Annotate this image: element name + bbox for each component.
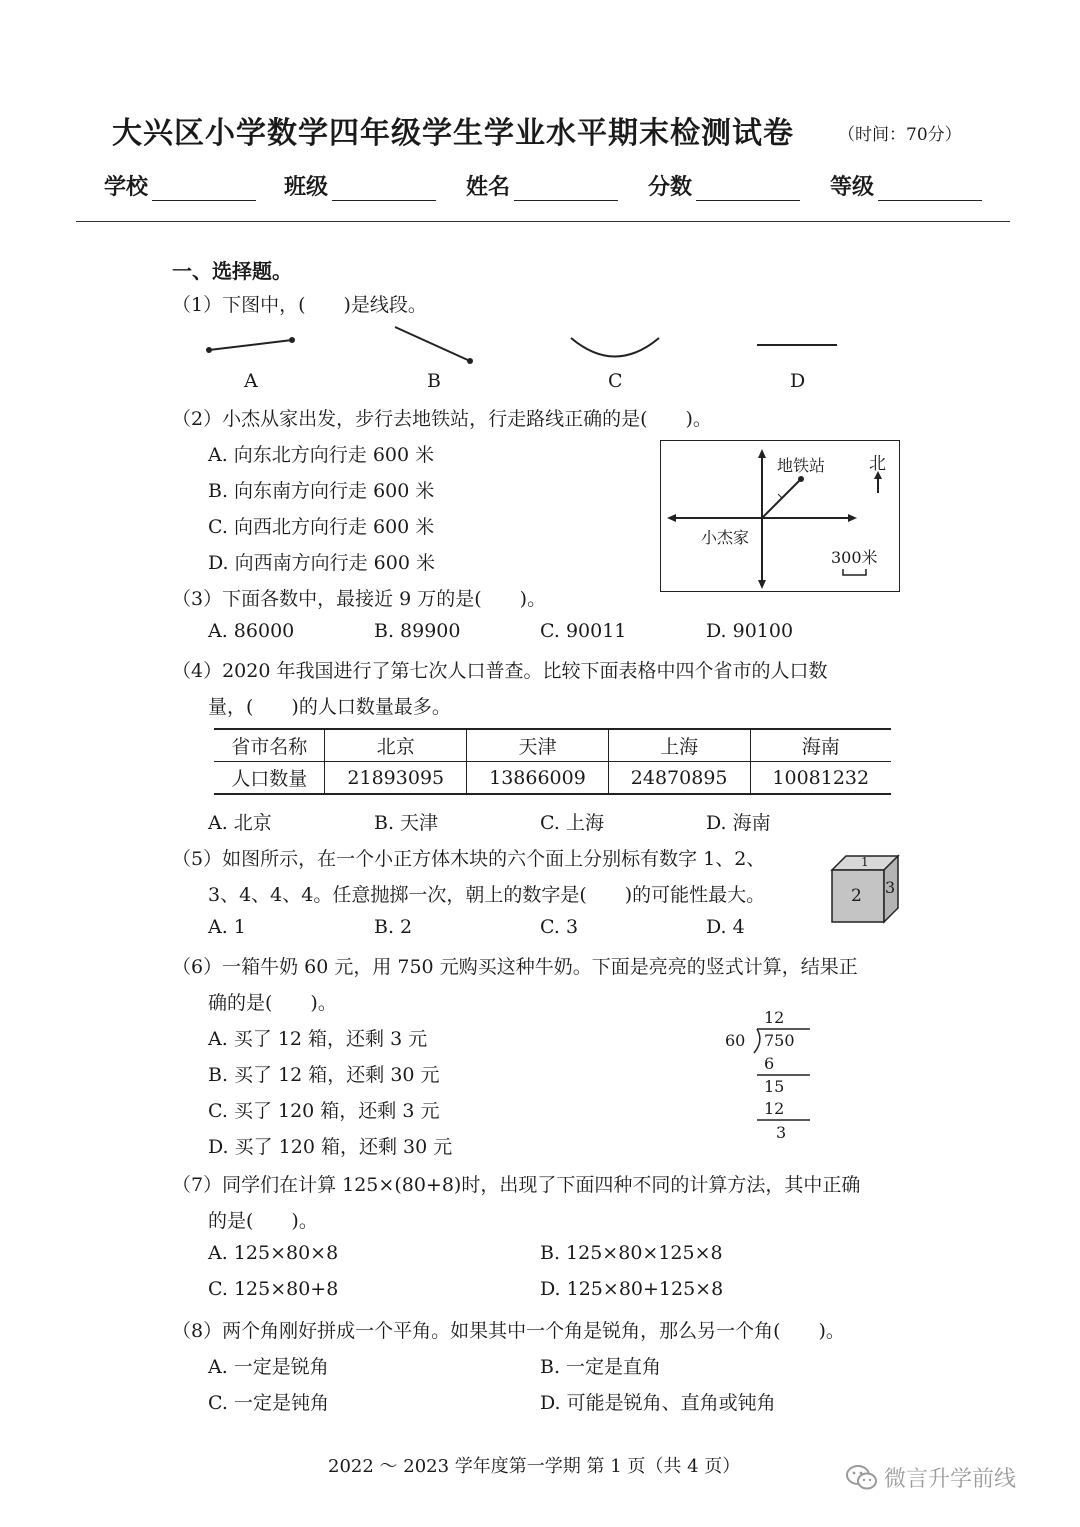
q5-option-d[interactable]: D. 4 — [706, 916, 745, 938]
q3-option-d[interactable]: D. 90100 — [706, 620, 794, 642]
q6-stem-line1: （6）一箱牛奶 60 元，用 750 元购买这种牛奶。下面是亮亮的竖式计算，结果正 — [172, 956, 858, 978]
watermark-text: 微言升学前线 — [884, 1467, 1017, 1492]
q6-dividend: 750 — [764, 1031, 795, 1050]
table-cell: 人口数量 — [214, 762, 325, 795]
q2-option-c[interactable]: C. 向西北方向行走 600 米 — [208, 516, 435, 538]
time-note: （时间：70分） — [838, 125, 962, 145]
q1-label-a: A — [244, 370, 258, 392]
q8-option-d[interactable]: D. 可能是锐角、直角或钝角 — [540, 1392, 776, 1414]
q6-option-b[interactable]: B. 买了 12 箱，还剩 30 元 — [208, 1064, 440, 1086]
q5-option-b[interactable]: B. 2 — [374, 916, 413, 938]
q6-stem-line2: 确的是( )。 — [208, 992, 337, 1014]
school-label: 学校 — [104, 175, 149, 200]
class-label: 班级 — [284, 175, 329, 200]
q6-step2: 15 — [764, 1077, 785, 1096]
q7-option-d[interactable]: D. 125×80+125×8 — [540, 1278, 724, 1300]
name-label: 姓名 — [466, 175, 511, 200]
q2-option-a[interactable]: A. 向东北方向行走 600 米 — [208, 444, 435, 466]
q6-option-a[interactable]: A. 买了 12 箱，还剩 3 元 — [208, 1028, 428, 1050]
q1-label-d: D — [790, 370, 806, 392]
q1-label-c: C — [608, 370, 623, 392]
table-header-cell: 天津 — [467, 729, 609, 762]
q6-option-c[interactable]: C. 买了 120 箱，还剩 3 元 — [208, 1100, 440, 1122]
q5-cube-side-number: 3 — [885, 878, 896, 897]
q6-option-d[interactable]: D. 买了 120 箱，还剩 30 元 — [208, 1136, 453, 1158]
q1-label-b: B — [427, 370, 441, 392]
table-cell: 24870895 — [608, 762, 750, 795]
q3-option-a[interactable]: A. 86000 — [208, 620, 295, 642]
table-header-cell: 北京 — [325, 729, 467, 762]
q3-stem: （3）下面各数中，最接近 9 万的是( )。 — [172, 588, 547, 610]
q4-option-a[interactable]: A. 北京 — [208, 812, 272, 834]
q7-stem-line1: （7）同学们在计算 125×(80+8)时，出现了下面四种不同的计算方法，其中正确 — [172, 1174, 861, 1196]
section-title: 一、选择题。 — [172, 259, 292, 283]
q2-map-scale: 300米 — [831, 548, 878, 567]
q7-option-a[interactable]: A. 125×80×8 — [208, 1242, 339, 1264]
grade-label: 等级 — [830, 175, 875, 200]
page-footer: 2022 ～ 2023 学年度第一学期 第 1 页（共 4 页） — [328, 1456, 741, 1477]
wechat-icon — [846, 1464, 878, 1492]
exam-title: 大兴区小学数学四年级学生学业水平期末检测试卷 — [112, 116, 794, 151]
q6-step1: 6 — [764, 1054, 775, 1073]
q4-option-d[interactable]: D. 海南 — [706, 812, 771, 834]
table-header-cell: 上海 — [608, 729, 750, 762]
q6-quotient: 12 — [764, 1008, 785, 1027]
q7-option-c[interactable]: C. 125×80+8 — [208, 1278, 339, 1300]
q1-stem: （1）下图中，( )是线段。 — [172, 294, 427, 316]
q5-option-a[interactable]: A. 1 — [208, 916, 246, 938]
q2-map-home: 小杰家 — [701, 528, 750, 547]
q8-stem: （8）两个角刚好拼成一个平角。如果其中一个角是锐角，那么另一个角( )。 — [172, 1320, 845, 1342]
table-cell: 21893095 — [325, 762, 467, 795]
q5-stem-line2: 3、4、4、4。任意抛掷一次，朝上的数字是( )的可能性最大。 — [208, 884, 766, 906]
table-cell: 10081232 — [750, 762, 891, 795]
q2-map-north: 北 — [869, 454, 886, 474]
q4-option-c[interactable]: C. 上海 — [540, 812, 604, 834]
q6-step3: 12 — [764, 1099, 785, 1118]
q3-option-c[interactable]: C. 90011 — [540, 620, 627, 642]
table-header-cell: 省市名称 — [214, 729, 325, 762]
q4-stem-line2: 量，( )的人口数量最多。 — [208, 696, 451, 718]
q2-option-b[interactable]: B. 向东南方向行走 600 米 — [208, 480, 435, 502]
q2-map-station: 地铁站 — [777, 456, 826, 475]
q8-option-a[interactable]: A. 一定是锐角 — [208, 1356, 329, 1378]
q4-stem-line1: （4）2020 年我国进行了第七次人口普查。比较下面表格中四个省市的人口数 — [172, 660, 828, 682]
table-header-cell: 海南 — [750, 729, 891, 762]
q8-option-b[interactable]: B. 一定是直角 — [540, 1356, 662, 1378]
q8-option-c[interactable]: C. 一定是钝角 — [208, 1392, 329, 1414]
q6-divisor: 60 — [725, 1031, 746, 1050]
q5-cube-front-number: 2 — [851, 886, 862, 906]
table-cell: 13866009 — [467, 762, 609, 795]
q5-option-c[interactable]: C. 3 — [540, 916, 579, 938]
q3-option-b[interactable]: B. 89900 — [374, 620, 461, 642]
q5-stem-line1: （5）如图所示，在一个小正方体木块的六个面上分别标有数字 1、2、 — [172, 848, 766, 870]
q2-stem: （2）小杰从家出发，步行去地铁站，行走路线正确的是( )。 — [172, 408, 712, 430]
score-label: 分数 — [648, 175, 693, 200]
q7-stem-line2: 的是( )。 — [208, 1210, 318, 1232]
q6-remainder: 3 — [776, 1123, 787, 1142]
q2-option-d[interactable]: D. 向西南方向行走 600 米 — [208, 552, 435, 574]
q5-cube-top-number: 1 — [861, 855, 869, 869]
q7-option-b[interactable]: B. 125×80×125×8 — [540, 1242, 723, 1264]
q4-option-b[interactable]: B. 天津 — [374, 812, 439, 834]
